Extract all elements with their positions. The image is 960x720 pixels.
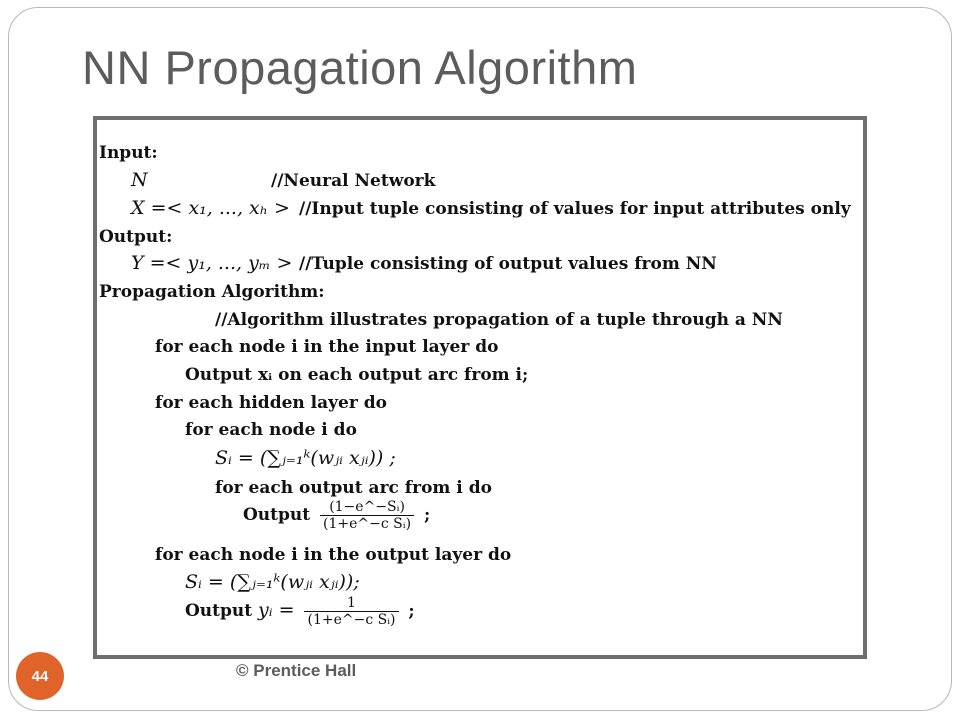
fraction-denominator: (1+e^−c Sᵢ) bbox=[307, 612, 396, 628]
propagation-heading: Propagation Algorithm: bbox=[99, 282, 325, 302]
input-heading: Input: bbox=[99, 143, 158, 163]
for-each-node: for each node i do bbox=[185, 420, 357, 440]
x-comment: //Input tuple consisting of values for input attributes only bbox=[299, 199, 851, 219]
hidden-output-formula bbox=[243, 499, 430, 532]
for-output-nodes: for each node i in the output layer do bbox=[155, 545, 512, 565]
semicolon: ; bbox=[408, 601, 415, 621]
n-comment: //Neural Network bbox=[271, 171, 436, 191]
algorithm-box bbox=[93, 116, 867, 659]
copyright-footer: © Prentice Hall bbox=[236, 661, 357, 680]
output-xi-line: Output xᵢ on each output arc from i; bbox=[185, 365, 529, 385]
hidden-sum-formula: Sᵢ = (∑ⱼ₌₁ᵏ(wⱼᵢ xⱼᵢ)) ; bbox=[215, 447, 396, 469]
page-number: 44 bbox=[31, 667, 49, 685]
slide-title: NN Propagation Algorithm bbox=[82, 41, 638, 94]
fraction-numerator: (1−e^−Sᵢ) bbox=[320, 499, 414, 516]
semicolon: ; bbox=[423, 505, 431, 525]
hidden-activation-fraction bbox=[320, 499, 414, 532]
output-label: Output bbox=[243, 505, 311, 525]
y-comment: //Tuple consisting of output values from NN bbox=[299, 254, 717, 274]
fraction-numerator: 1 bbox=[304, 595, 398, 612]
page-number-badge bbox=[16, 652, 64, 700]
y-tuple: Y =< y₁, ..., yₘ > bbox=[131, 252, 293, 274]
n-variable: N bbox=[131, 169, 148, 191]
for-input-nodes: for each node i in the input layer do bbox=[155, 337, 499, 357]
yi-equals: yᵢ = bbox=[258, 599, 295, 621]
propagation-comment: //Algorithm illustrates propagation of a tuple through a NN bbox=[215, 310, 783, 330]
output-heading: Output: bbox=[99, 227, 173, 247]
fraction-denominator: (1+e^−c Sᵢ) bbox=[323, 516, 412, 532]
output-activation-fraction bbox=[304, 595, 398, 628]
for-output-arcs: for each output arc from i do bbox=[215, 478, 492, 498]
output-label: Output bbox=[185, 601, 253, 621]
x-tuple: X =< x₁, ..., xₕ > bbox=[131, 197, 290, 219]
final-output-formula bbox=[185, 595, 415, 628]
for-hidden-layers: for each hidden layer do bbox=[155, 393, 387, 413]
output-sum-formula: Sᵢ = (∑ⱼ₌₁ᵏ(wⱼᵢ xⱼᵢ)); bbox=[185, 571, 360, 593]
